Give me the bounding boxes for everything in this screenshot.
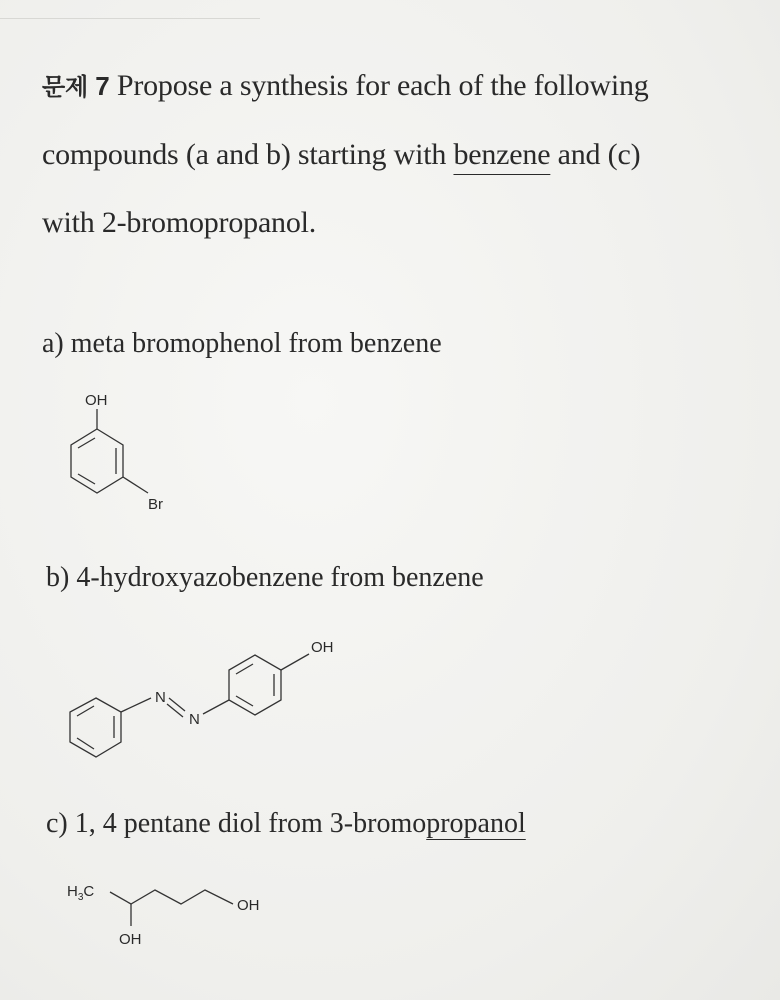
terminal-oh-label: OH (237, 897, 260, 914)
problem-number: 7 (95, 71, 110, 101)
problem-line-2-text-b: and (c) (550, 138, 641, 171)
meta-bromophenol-structure (50, 385, 200, 535)
n1-label: N (155, 689, 166, 706)
problem-label: 문제 (42, 73, 88, 101)
problem-line-3: with 2-bromopropanol. (42, 206, 317, 239)
n-c-bond (203, 700, 229, 714)
problem-line-2-text-a: compounds (a and b) starting with (42, 138, 454, 171)
secondary-oh-label: OH (119, 931, 142, 948)
hydroxyazobenzene-structure (55, 628, 375, 788)
ch3-label (67, 883, 94, 903)
ch3-h: H (67, 883, 78, 900)
part-c-title (46, 808, 526, 840)
phenol-ring (229, 655, 281, 715)
oh-label: OH (85, 392, 108, 409)
pentanediol-structure (55, 868, 295, 968)
part-b-title: b) 4-hydroxyazobenzene from benzene (46, 562, 484, 593)
ch3-c: C (83, 883, 95, 900)
ch3-subscript: 3 (77, 892, 84, 903)
problem-line-2 (42, 121, 742, 189)
n2-label: N (189, 711, 200, 728)
propanol-underlined: propanol (426, 808, 526, 839)
top-rule (0, 18, 260, 19)
benzene-ring (71, 429, 123, 493)
problem-line-1-text: Propose a synthesis for each of the following (116, 69, 649, 102)
problem-statement (42, 52, 742, 257)
br-bond (123, 477, 148, 493)
carbon-chain (110, 890, 233, 904)
part-a-title: a) meta bromophenol from benzene (42, 328, 442, 359)
oh-label: OH (311, 639, 334, 656)
oh-bond (281, 654, 309, 670)
problem-line-1 (42, 52, 742, 121)
br-label: Br (148, 496, 163, 513)
c-n-bond (121, 698, 151, 712)
benzene-underlined: benzene (453, 138, 551, 171)
part-c-title-text: c) 1, 4 pentane diol from 3-bromo (46, 808, 427, 839)
